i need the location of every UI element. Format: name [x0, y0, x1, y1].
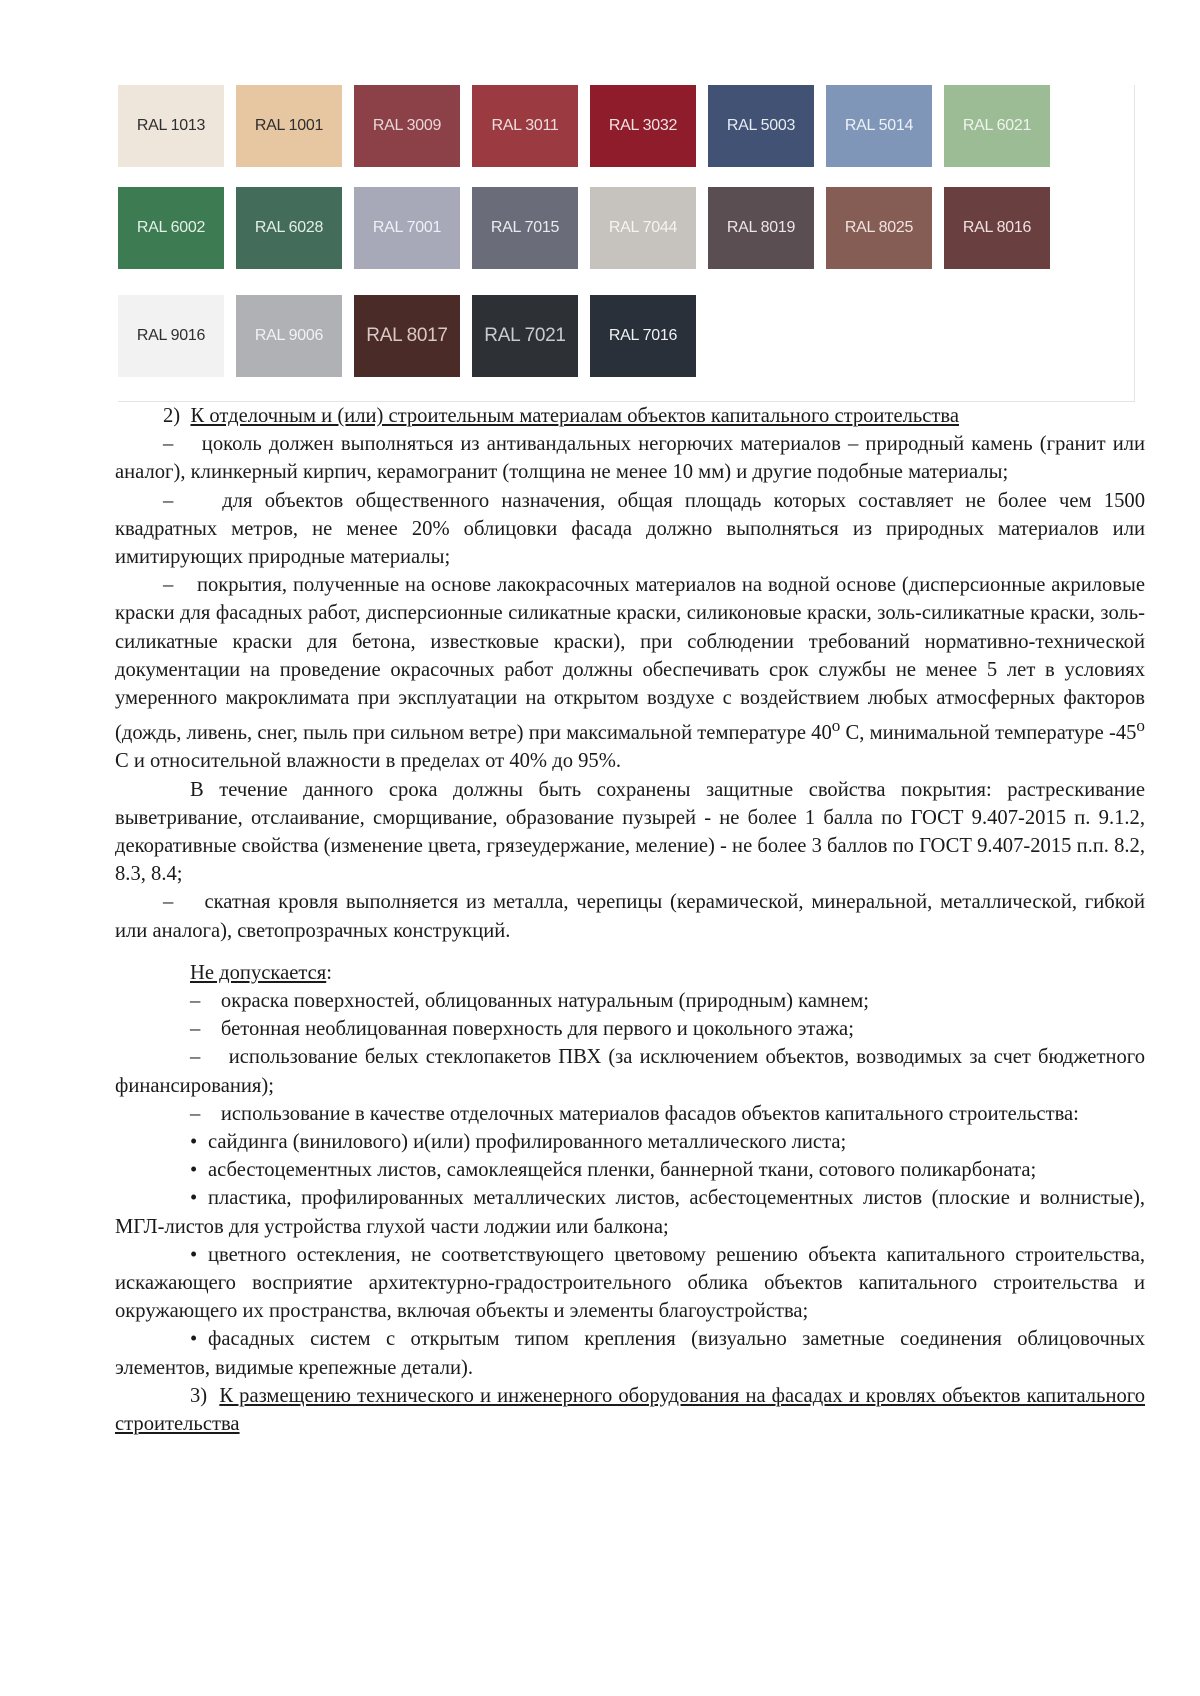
prohibited-heading: Не допускается: [190, 961, 332, 984]
swatch-ral-8016: RAL 8016 [944, 187, 1050, 269]
list-item: – покрытия, полученные на основе лакокрасочных материалов на водной основе (дисперсионные акриловые краски для фасадных работ, дисперсионные силикатные краски, силиконовые краски, золь-силикатные краски, золь-силикатные краски для бетона, известковые краски), при соблюдении требований нормативно-технической документации на проведение окрасочных работ должны обеспечивать срок службы не менее 5 лет в условиях умеренного макроклимата при эксплуатации на открытом воздухе с воздействием любых атмосферных факторов (дождь, ливень, снег, пыль при сильном ветре) при максимальной температуре $40^о$ С, минимальной температуре $-45^о$ С и относительной влажности в пределах от 40% до 95%. [115, 574, 1145, 773]
list-item: – использование белых стеклопакетов ПВХ (за исключением объектов, возводимых за счет бюджетного финансирования); [115, 1046, 1145, 1097]
list-item: – использование в качестве отделочных материалов фасадов объектов капитального строительства: [190, 1102, 1079, 1125]
swatch-ral-7044: RAL 7044 [590, 187, 696, 269]
swatch-ral-3009: RAL 3009 [354, 85, 460, 167]
swatch-ral-8017: RAL 8017 [354, 295, 460, 377]
swatch-ral-6002: RAL 6002 [118, 187, 224, 269]
section-2-heading: 2) К отделочным и (или) строительным материалам объектов капитального строительства [163, 405, 959, 427]
swatch-ral-7016: RAL 7016 [590, 295, 696, 377]
bullet-item: • фасадных систем с открытым типом крепления (визуально заметные соединения облицовочных элементов, видимые крепежные детали). [115, 1325, 1145, 1381]
swatch-ral-5014: RAL 5014 [826, 85, 932, 167]
swatch-ral-5003: RAL 5003 [708, 85, 814, 167]
swatch-ral-8025: RAL 8025 [826, 187, 932, 269]
bullet-icon: • [190, 1159, 198, 1182]
paragraph: В течение данного срока должны быть сохранены защитные свойства покрытия: растрескивание выветривание, отслаивание, сморщивание, образование пузырей - не более 1 балла по ГОСТ 9.407-2015 п. 9.1.2, декоративные свойства (изменение цвета, грязеудержание, меление) - не более 3 баллов по ГОСТ 9.407-2015 п.п. 8.2, 8.3, 8.4; [115, 778, 1145, 886]
bullet-icon: • [190, 1130, 198, 1153]
swatch-ral-1001: RAL 1001 [236, 85, 342, 167]
list-item: – скатная кровля выполняется из металла, черепицы (керамической, минеральной, металлической, гибкой или аналога), светопрозрачных конструкций. [115, 891, 1145, 942]
swatch-ral-9006: RAL 9006 [236, 295, 342, 377]
bullet-icon: • [190, 1243, 198, 1266]
section-3-title: К размещению технического и инженерного оборудования на фасадах и кровлях объектов капитального строительства [115, 1384, 1146, 1435]
ral-color-palette [118, 85, 1135, 402]
swatch-ral-3011: RAL 3011 [472, 85, 578, 167]
list-item: – окраска поверхностей, облицованных натуральным (природным) камнем; [190, 989, 869, 1012]
bullet-icon: • [190, 1187, 198, 1210]
swatch-ral-7001: RAL 7001 [354, 187, 460, 269]
swatch-ral-8019: RAL 8019 [708, 187, 814, 269]
bullet-item: • сайдинга (винилового) и(или) профилированного металлического листа; [115, 1128, 1145, 1156]
section-3-heading: 3) К размещению технического и инженерного оборудования на фасадах и кровлях объектов капитального строительства [115, 1384, 1146, 1435]
list-item: – цоколь должен выполняться из антивандальных негорючих материалов – природный камень (гранит или аналог), клинкерный кирпич, керамогранит (толщина не менее 10 мм) и другие подобные материалы; [115, 433, 1146, 484]
swatch-ral-6028: RAL 6028 [236, 187, 342, 269]
swatch-ral-1013: RAL 1013 [118, 85, 224, 167]
swatch-ral-7021: RAL 7021 [472, 295, 578, 377]
bullet-item: • цветного остекления, не соответствующего цветовому решению объекта капитального строительства, искажающего восприятие архитектурно-градостроительного облика объектов капитального строительства и окружающего их пространства, включая объекты и элементы благоустройства; [115, 1241, 1145, 1326]
swatch-ral-7015: RAL 7015 [472, 187, 578, 269]
list-item: – для объектов общественного назначения, общая площадь которых составляет не более чем 1500 квадратных метров, не менее 20% облицовки фасада должно выполняться из природных материалов или имитирующих природные материалы; [115, 489, 1145, 569]
list-item: – бетонная необлицованная поверхность для первого и цокольного этажа; [190, 1018, 854, 1041]
bullet-icon: • [190, 1328, 198, 1351]
bullet-item: • пластика, профилированных металлических листов, асбестоцементных листов (плоские и волнистые), МГЛ-листов для устройства глухой части лоджии или балкона; [115, 1184, 1145, 1240]
swatch-ral-9016: RAL 9016 [118, 295, 224, 377]
section-2-title: К отделочным и (или) строительным материалам объектов капитального строительства [190, 405, 959, 427]
document-body [115, 402, 1145, 1438]
swatch-ral-6021: RAL 6021 [944, 85, 1050, 167]
swatch-ral-3032: RAL 3032 [590, 85, 696, 167]
bullet-item: • асбестоцементных листов, самоклеящейся пленки, баннерной ткани, сотового поликарбоната; [115, 1156, 1145, 1184]
